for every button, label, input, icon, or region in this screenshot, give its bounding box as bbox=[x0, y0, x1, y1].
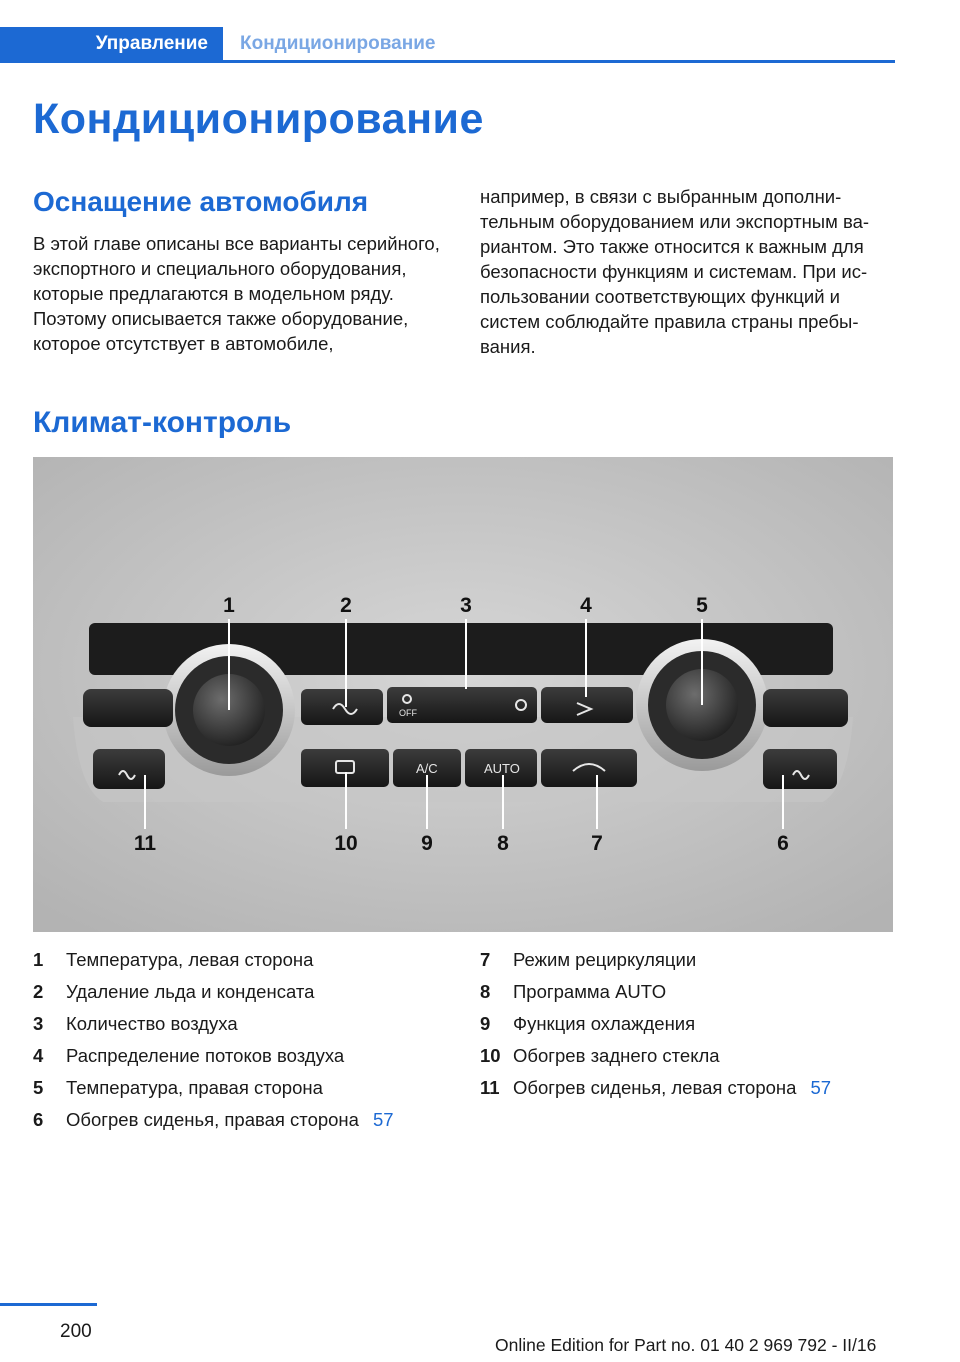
callout-4: 4 bbox=[580, 594, 592, 617]
header-nav bbox=[0, 27, 895, 63]
legend-num: 6 bbox=[33, 1109, 44, 1130]
page-number: 200 bbox=[60, 1321, 92, 1342]
legend-text: Удаление льда и конденсата bbox=[66, 981, 315, 1002]
page-title: Кондиционирование bbox=[33, 95, 484, 143]
callout-2: 2 bbox=[340, 594, 352, 617]
legend-item bbox=[480, 944, 831, 976]
section-heading-equipment: Оснащение автомобиля bbox=[33, 186, 369, 217]
legend-item bbox=[33, 1104, 394, 1136]
legend-item bbox=[480, 1008, 831, 1040]
recirculation-button[interactable] bbox=[541, 749, 637, 787]
callout-5: 5 bbox=[696, 594, 708, 617]
tab-chapter[interactable]: Кондиционирование bbox=[240, 33, 436, 54]
legend-num: 7 bbox=[480, 949, 491, 970]
ac-label: A/C bbox=[416, 761, 438, 776]
callout-7: 7 bbox=[591, 832, 603, 855]
legend-text: Обогрев сиденья, правая сторона bbox=[66, 1109, 359, 1130]
legend-text: Распределение потоков воздуха bbox=[66, 1045, 345, 1066]
defrost-button[interactable] bbox=[301, 689, 383, 725]
legend-num: 4 bbox=[33, 1045, 44, 1066]
legend-text: Режим рециркуляции bbox=[513, 949, 697, 970]
legend-item bbox=[33, 944, 394, 976]
callout-9: 9 bbox=[421, 832, 433, 855]
legend-text: Количество воздуха bbox=[66, 1013, 238, 1034]
legend-num: 1 bbox=[33, 949, 44, 970]
legend-text: Программа AUTO bbox=[513, 981, 667, 1002]
off-label: OFF bbox=[399, 708, 417, 718]
callout-6: 6 bbox=[777, 832, 789, 855]
climate-control-figure bbox=[33, 457, 893, 932]
legend-right bbox=[480, 944, 831, 1104]
page-ref-link[interactable]: 57 bbox=[372, 1109, 394, 1130]
edition-note: Online Edition for Part no. 01 40 2 969 792 - II/16 bbox=[495, 1335, 877, 1355]
legend-num: 11 bbox=[480, 1077, 500, 1098]
header-rule bbox=[0, 60, 895, 63]
legend-num: 9 bbox=[480, 1013, 491, 1034]
legend-text: Обогрев заднего стекла bbox=[513, 1045, 720, 1066]
seat-heat-left-button[interactable] bbox=[93, 749, 165, 789]
callout-10: 10 bbox=[334, 832, 358, 855]
legend-text: Температура, правая сторона bbox=[66, 1077, 323, 1098]
callout-3: 3 bbox=[460, 594, 472, 617]
legend-num: 2 bbox=[33, 981, 44, 1002]
auto-label: AUTO bbox=[484, 761, 520, 776]
legend-text: Функция охлаждения bbox=[513, 1013, 696, 1034]
legend-text: Температура, левая сторона bbox=[66, 949, 314, 970]
callout-11: 11 bbox=[133, 832, 157, 855]
paragraph-equipment-right: например, в связи с выбранным дополнительным оборудованием или экспортным вариантом. Это также относится к важным для безопасности функциям и системам. При использовании соответствующих функций и систем соблюдайте правила страны пребывания. bbox=[480, 186, 870, 357]
legend-item bbox=[33, 976, 394, 1008]
legend-left bbox=[33, 944, 394, 1136]
tab-section[interactable]: Управление bbox=[0, 27, 223, 60]
legend-item bbox=[480, 1040, 831, 1072]
legend-num: 8 bbox=[480, 981, 491, 1002]
page-ref-link[interactable]: 57 bbox=[810, 1077, 832, 1098]
callout-8: 8 bbox=[497, 832, 509, 855]
legend-num: 10 bbox=[480, 1045, 501, 1066]
seat-heat-right-button[interactable] bbox=[763, 749, 837, 789]
legend-num: 3 bbox=[33, 1013, 44, 1034]
legend-item bbox=[33, 1008, 394, 1040]
paragraph-equipment-left: В этой главе описаны все варианты серийного, экспортного и специального оборудования, которые предлагаются в модельном ряду. Поэтому описывается также оборудование, которое отсутствует в автомобиле, bbox=[33, 233, 440, 354]
legend-num: 5 bbox=[33, 1077, 44, 1098]
legend-item bbox=[33, 1072, 394, 1104]
section-heading-climate: Климат-контроль bbox=[33, 406, 292, 439]
footer-rule bbox=[0, 1303, 97, 1306]
legend-item bbox=[33, 1040, 394, 1072]
legend-item bbox=[480, 1072, 831, 1104]
legend-item bbox=[480, 976, 831, 1008]
legend-text: Обогрев сиденья, левая сторона bbox=[513, 1077, 797, 1098]
callout-1: 1 bbox=[223, 594, 235, 617]
